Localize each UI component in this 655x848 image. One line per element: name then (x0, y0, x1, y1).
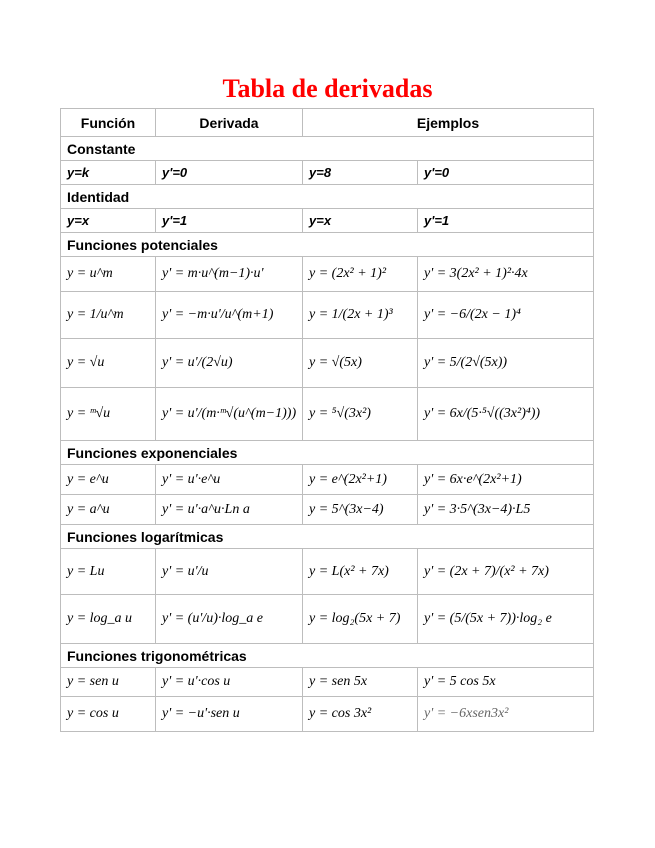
example-derivative-cell: y' = 3(2x² + 1)²·4x (418, 257, 594, 292)
derivative-cell: y'=0 (156, 161, 303, 185)
function-cell: y = u^m (61, 257, 156, 292)
function-cell: y = e^u (61, 465, 156, 495)
derivative-cell: y' = −m·u'/u^(m+1) (156, 292, 303, 339)
table-row (61, 495, 594, 525)
section-row (61, 233, 594, 257)
function-cell: y = Lu (61, 549, 156, 595)
example-function-cell: y = sen 5x (303, 668, 418, 697)
example-derivative-cell: y'=1 (418, 209, 594, 233)
function-cell: y=x (61, 209, 156, 233)
table-row (61, 161, 594, 185)
derivative-cell: y' = u'/(m·ᵐ√(u^(m−1))) (156, 388, 303, 441)
example-derivative-cell: y' = 3·5^(3x−4)·L5 (418, 495, 594, 525)
table-row (61, 257, 594, 292)
derivative-cell: y' = (u'/u)·log_a e (156, 595, 303, 644)
example-function-cell: y = log₂(5x + 7) (303, 595, 418, 644)
table-row (61, 465, 594, 495)
table-row (61, 339, 594, 388)
section-title: Identidad (61, 185, 594, 209)
derivative-cell: y'=1 (156, 209, 303, 233)
derivative-cell: y' = −u'·sen u (156, 697, 303, 732)
function-cell: y = ᵐ√u (61, 388, 156, 441)
example-derivative-cell: y' = −6/(2x − 1)⁴ (418, 292, 594, 339)
section-title: Funciones logarítmicas (61, 525, 594, 549)
section-row (61, 185, 594, 209)
derivative-cell: y' = u'/(2√u) (156, 339, 303, 388)
section-title: Constante (61, 137, 594, 161)
function-cell: y = √u (61, 339, 156, 388)
example-derivative-cell: y' = (2x + 7)/(x² + 7x) (418, 549, 594, 595)
function-cell: y = log_a u (61, 595, 156, 644)
table-row (61, 209, 594, 233)
table-row (61, 697, 594, 732)
derivative-cell: y' = m·u^(m−1)·u' (156, 257, 303, 292)
table-row (61, 595, 594, 644)
table-row (61, 549, 594, 595)
example-derivative-cell: y' = 5/(2√(5x)) (418, 339, 594, 388)
example-function-cell: y=8 (303, 161, 418, 185)
function-cell: y = 1/u^m (61, 292, 156, 339)
section-title: Funciones exponenciales (61, 441, 594, 465)
example-function-cell: y = L(x² + 7x) (303, 549, 418, 595)
header-row (61, 109, 594, 137)
example-function-cell: y = ⁵√(3x²) (303, 388, 418, 441)
section-row (61, 644, 594, 668)
function-cell: y = cos u (61, 697, 156, 732)
example-function-cell: y = e^(2x²+1) (303, 465, 418, 495)
derivative-cell: y' = u'/u (156, 549, 303, 595)
section-title: Funciones trigonométricas (61, 644, 594, 668)
header-funcion: Función (61, 109, 156, 137)
example-derivative-cell: y' = 6x·e^(2x²+1) (418, 465, 594, 495)
table-row (61, 388, 594, 441)
table-row (61, 292, 594, 339)
function-cell: y = sen u (61, 668, 156, 697)
example-function-cell: y = 5^(3x−4) (303, 495, 418, 525)
example-derivative-cell: y' = 5 cos 5x (418, 668, 594, 697)
header-derivada: Derivada (156, 109, 303, 137)
example-derivative-cell: y'=0 (418, 161, 594, 185)
example-function-cell: y=x (303, 209, 418, 233)
example-derivative-cell: y' = 6x/(5·⁵√((3x²)⁴)) (418, 388, 594, 441)
derivative-cell: y' = u'·a^u·Ln a (156, 495, 303, 525)
section-row (61, 525, 594, 549)
table-row (61, 668, 594, 697)
example-function-cell: y = 1/(2x + 1)³ (303, 292, 418, 339)
derivative-cell: y' = u'·cos u (156, 668, 303, 697)
section-row (61, 441, 594, 465)
derivatives-table (60, 108, 594, 732)
function-cell: y=k (61, 161, 156, 185)
example-function-cell: y = √(5x) (303, 339, 418, 388)
example-derivative-cell: y' = −6xsen3x² (418, 697, 594, 732)
example-derivative-cell: y' = (5/(5x + 7))·log₂ e (418, 595, 594, 644)
function-cell: y = a^u (61, 495, 156, 525)
section-title: Funciones potenciales (61, 233, 594, 257)
section-row (61, 137, 594, 161)
header-ejemplos: Ejemplos (303, 109, 594, 137)
page-title: Tabla de derivadas (222, 74, 433, 103)
example-function-cell: y = cos 3x² (303, 697, 418, 732)
derivative-cell: y' = u'·e^u (156, 465, 303, 495)
example-function-cell: y = (2x² + 1)² (303, 257, 418, 292)
